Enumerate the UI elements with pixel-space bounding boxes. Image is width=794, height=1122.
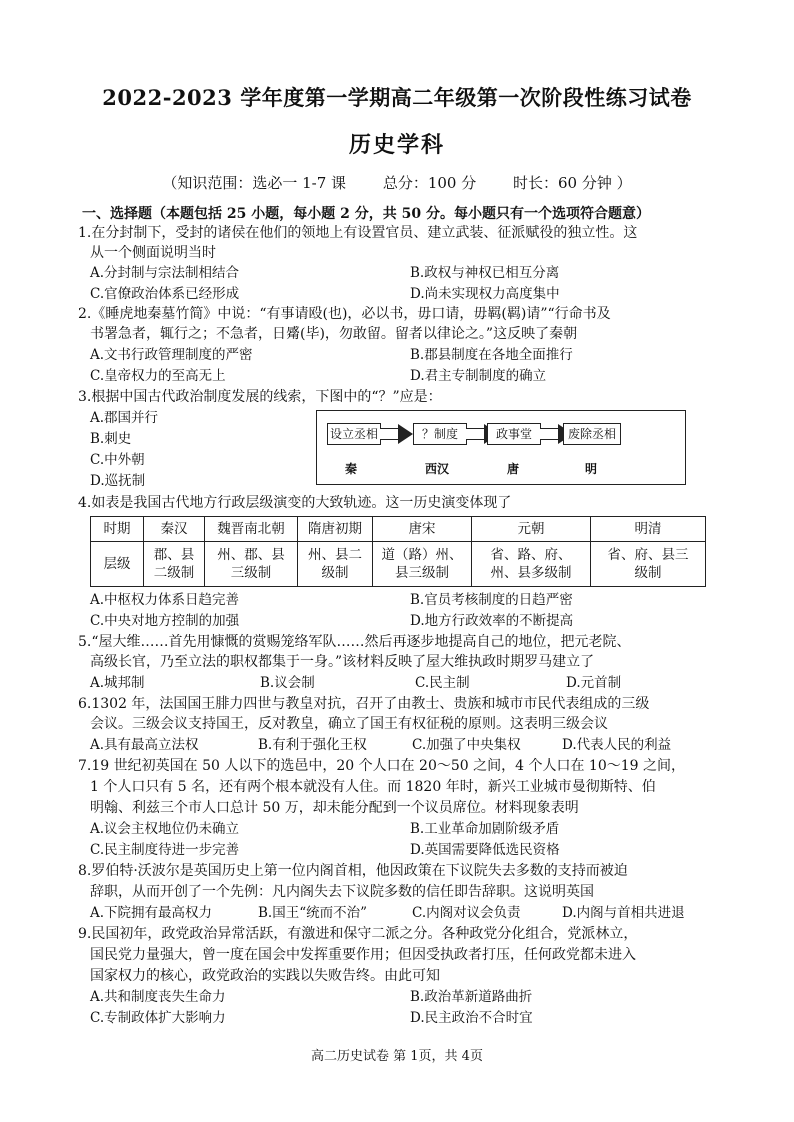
table-header-cell: 元朝 [472,517,591,542]
q9-stem-line3: 国家权力的核心，政党政治的实践以失败告终。由此可知 [90,968,440,984]
q5-option-c[interactable]: C.民主制 [415,675,470,691]
table-header-cell: 时期 [91,517,144,542]
diagram-box-3: 政事堂 [487,423,541,445]
q1-option-b[interactable]: B.政权与神权已相互分离 [410,265,560,281]
scope-text: （知识范围：选必一 1-7 课 [162,174,347,192]
duration-text: 时长：60 分钟 ） [513,174,632,192]
diagram-label-qin: 秦 [345,462,358,476]
exam-title: 2022-2023 学年度第一学期高二年级第一次阶段性练习试卷 [102,85,692,110]
q4-option-c[interactable]: C.中央对地方控制的加强 [90,613,240,629]
diagram-label-xihan: 西汉 [425,462,450,476]
q3-option-a[interactable]: A.郡国并行 [90,410,159,426]
table-header-cell: 唐宋 [373,517,472,542]
q3-option-d[interactable]: D.巡抚制 [90,473,146,489]
table-header-cell: 明清 [591,517,706,542]
q8-stem-line1: 8.罗伯特·沃波尔是英国历史上第一位内阁首相，他因政策在下议院失去多数的支持而被迫 [78,863,628,879]
q9-option-a[interactable]: A.共和制度丧失生命力 [90,989,226,1005]
section-heading: 一、选择题（本题包括 25 小题，每小题 2 分，共 50 分。每小题只有一个选项符合题意） [82,206,650,222]
q5-option-d[interactable]: D.元首制 [566,675,622,691]
diagram-box-1: 设立丞相 [327,423,381,445]
table-cell: 省、府、县三 级制 [591,542,706,587]
q2-option-d[interactable]: D.君主专制制度的确立 [410,368,547,384]
diagram-arrowhead-1 [398,424,413,444]
q8-option-d[interactable]: D.内阁与首相共进退 [562,905,685,921]
q8-option-c[interactable]: C.内阁对议会负责 [412,905,521,921]
q1-option-d[interactable]: D.尚未实现权力高度集中 [410,286,560,302]
politics-flow-diagram [316,410,686,485]
q6-option-c[interactable]: C.加强了中央集权 [412,737,521,753]
q9-option-c[interactable]: C.专制政体扩大影响力 [90,1010,226,1026]
subject-title: 历史学科 [348,132,445,158]
q2-stem-line2: 书署急者，辄行之；不急者，日觱(毕)，勿敢留。留者以律论之。”这反映了秦朝 [90,326,578,342]
table-header-cell: 魏晋南北朝 [205,517,298,542]
q5-stem-line1: 5.“屋大维……首先用慷慨的赏赐笼络军队……然后再逐步地提高自己的地位，把元老院、 [78,634,631,650]
q3-stem: 3.根据中国古代政治制度发展的线索，下图中的“？”应是： [78,389,442,405]
q5-option-b[interactable]: B.议会制 [260,675,315,691]
table-cell: 省、路、府、 州、县多级制 [472,542,591,587]
q6-stem-line1: 6.1302 年，法国国王腓力四世与教皇对抗，召开了由教士、贵族和城市市民代表组成的三级 [78,696,650,712]
q3-option-c[interactable]: C.中外朝 [90,452,145,468]
table-header-cell: 秦汉 [144,517,205,542]
q8-stem-line2: 辞职，从而开创了一个先例：凡内阁失去下议院多数的信任即告辞职。这说明英国 [90,884,594,900]
q7-stem-line3: 明翰、利兹三个市人口总计 50 万，却未能分配到一个议员席位。材料现象表明 [90,800,579,816]
table-cell: 郡、县 二级制 [144,542,205,587]
q6-stem-line2: 会议。三级会议支持国王，反对教皇，确立了国王有权征税的原则。这表明三级会议 [90,716,608,732]
admin-levels-table [90,516,706,587]
exam-meta [0,172,794,193]
table-row-label: 层级 [91,542,144,587]
q7-option-a[interactable]: A.议会主权地位仍未确立 [90,821,240,837]
q7-option-d[interactable]: D.英国需要降低选民资格 [410,842,560,858]
table-cell: 州、县二 级制 [298,542,373,587]
q7-option-c[interactable]: C.民主制度待进一步完善 [90,842,240,858]
diagram-box-4: 废除丞相 [563,423,621,445]
q5-option-a[interactable]: A.城邦制 [90,675,145,691]
q2-option-c[interactable]: C.皇帝权力的至高无上 [90,368,226,384]
q4-option-a[interactable]: A.中枢权力体系日趋完善 [90,592,240,608]
q3-option-b[interactable]: B.刺史 [90,431,132,447]
q7-option-b[interactable]: B.工业革命加剧阶级矛盾 [410,821,560,837]
q9-stem-line1: 9.民国初年，政党政治异常活跃，有激进和保守二派之分。各种政党分化组合，党派林立， [78,926,638,942]
q1-option-a[interactable]: A.分封制与宗法制相结合 [90,265,240,281]
q9-option-b[interactable]: B.政治革新道路曲折 [410,989,533,1005]
q9-option-d[interactable]: D.民主政治不合时宜 [410,1010,533,1026]
diagram-arrow-1 [380,428,398,440]
q6-option-d[interactable]: D.代表人民的利益 [562,737,672,753]
q8-option-b[interactable]: B.国王“统而不治” [258,905,368,921]
diagram-arrow-2 [466,428,484,440]
diagram-box-2: ？制度 [413,423,467,445]
q4-stem: 4.如表是我国古代地方行政层级演变的大致轨迹。这一历史演变体现了 [78,495,512,511]
q1-stem-line1: 1.在分封制下，受封的诸侯在他们的领地上有设置官员、建立武装、征派赋役的独立性。这 [78,225,638,241]
table-row [91,542,706,587]
table-cell: 道（路）州、 县三级制 [373,542,472,587]
total-score: 总分：100 分 [382,174,477,192]
q1-option-c[interactable]: C.官僚政治体系已经形成 [90,286,240,302]
diagram-label-ming: 明 [585,462,598,476]
q6-option-b[interactable]: B.有利于强化王权 [258,737,367,753]
q4-option-b[interactable]: B.官员考核制度的日趋严密 [410,592,573,608]
q7-stem-line2: 1 个人口只有 5 名，还有两个根本就没有人住。而 1820 年时，新兴工业城市曼彻斯特、伯 [90,779,656,795]
q8-option-a[interactable]: A.下院拥有最高权力 [90,905,213,921]
table-header-cell: 隋唐初期 [298,517,373,542]
q7-stem-line1: 7.19 世纪初英国在 50 人以下的选邑中，20 个人口在 20～50 之间，4 个人口在 10～19 之间， [78,758,686,774]
table-cell: 州、郡、县 三级制 [205,542,298,587]
q1-stem-line2: 从一个侧面说明当时 [90,245,216,261]
table-header-row [91,517,706,542]
q2-stem-line1: 2.《睡虎地秦墓竹简》中说：“有事请殴(也)，必以书，毋口请，毋羁(羁)请”“行命书及 [78,306,611,322]
q5-stem-line2: 高级长官，乃至立法的职权都集于一身。”该材料反映了屋大维执政时期罗马建立了 [90,654,595,670]
q4-option-d[interactable]: D.地方行政效率的不断提高 [410,613,574,629]
diagram-label-tang: 唐 [507,462,520,476]
page-footer: 高二历史试卷 第 1页，共 4页 [311,1049,483,1064]
q6-option-a[interactable]: A.具有最高立法权 [90,737,199,753]
diagram-arrow-3 [540,428,558,440]
q9-stem-line2: 国民党力量强大，曾一度在国会中发挥重要作用；但因受执政者打压，任何政党都未进入 [90,947,636,963]
q2-option-b[interactable]: B.郡县制度在各地全面推行 [410,347,573,363]
q2-option-a[interactable]: A.文书行政管理制度的严密 [90,347,253,363]
